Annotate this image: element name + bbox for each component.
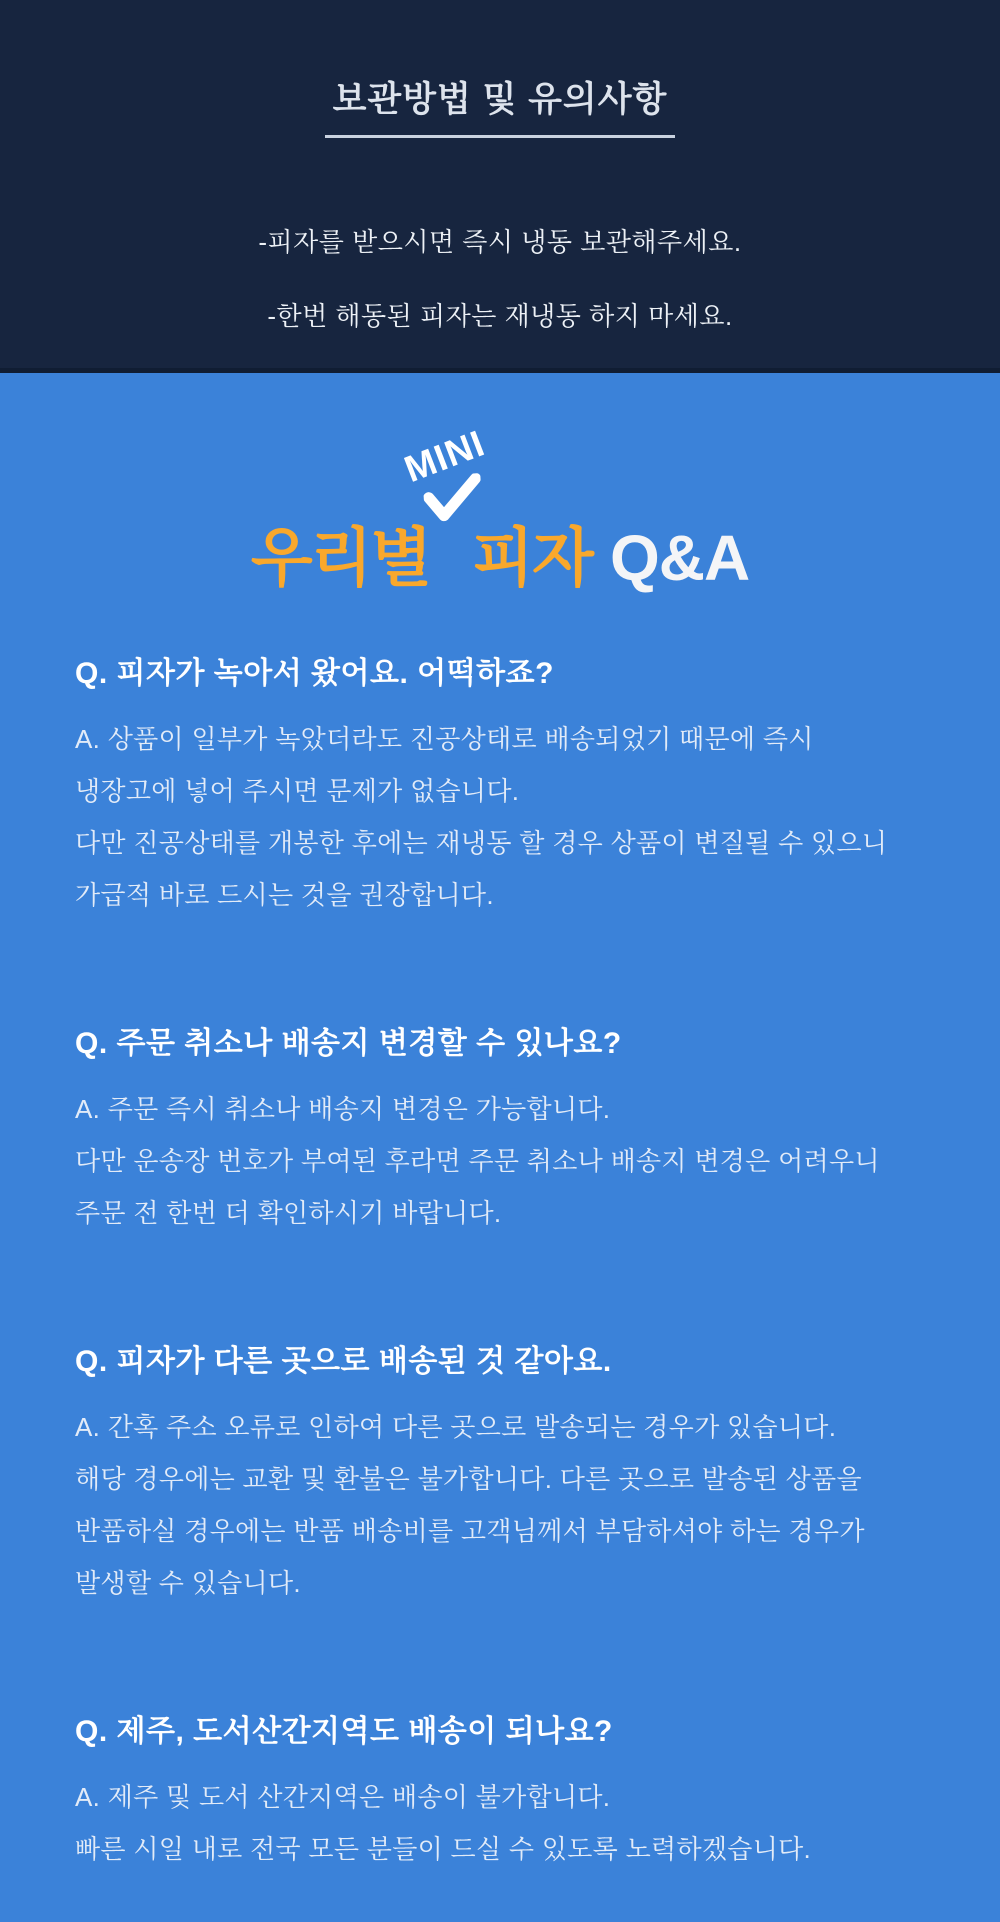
qa-answer-line: 발생할 수 있습니다. [75,1568,301,1598]
brand-logo-text [0,507,1000,599]
qa-item [75,1713,925,1875]
qa-section [0,373,1000,1922]
qa-answer-line: 다만 운송장 번호가 부여된 후라면 주문 취소나 배송지 변경은 어려우니 [75,1146,880,1176]
qa-list [0,655,1000,1875]
qa-answer-line: A. 주문 즉시 취소나 배송지 변경은 가능합니다. [75,1094,611,1124]
qa-answer-line: 빠른 시일 내로 전국 모든 분들이 드실 수 있도록 노력하겠습니다. [75,1834,812,1864]
qa-answer-line: 반품하실 경우에는 반품 배송비를 고객님께서 부담하셔야 하는 경우가 [75,1516,865,1546]
qa-answer-line: 해당 경우에는 교환 및 환불은 불가합니다. 다른 곳으로 발송된 상품을 [75,1464,862,1494]
qa-answer-line: 냉장고에 넣어 주시면 문제가 없습니다. [75,776,520,806]
qa-label: Q&A [609,522,750,594]
storage-notice-line: -피자를 받으시면 즉시 냉동 보관해주세요. [258,227,742,257]
qa-question: Q. 피자가 녹아서 왔어요. 어떡하죠? [75,657,554,690]
qa-answer-line: 다만 진공상태를 개봉한 후에는 재냉동 할 경우 상품이 변질될 수 있으니 [75,828,888,858]
qa-question: Q. 주문 취소나 배송지 변경할 수 있나요? [75,1027,622,1060]
brand-name: 우리별 [250,522,431,594]
qa-answer [75,713,925,921]
qa-question: Q. 제주, 도서산간지역도 배송이 되나요? [75,1715,613,1748]
qa-item [75,1343,925,1609]
qa-answer [75,1083,925,1239]
qa-question: Q. 피자가 다른 곳으로 배송된 것 같아요. [75,1345,612,1378]
product-name: 피자 [472,522,592,594]
qa-answer-line: 가급적 바로 드시는 것을 권장합니다. [75,880,494,910]
qa-answer [75,1401,925,1609]
storage-notice-section [0,0,1000,373]
storage-notice-lines [0,222,1000,333]
qa-answer-line: 주문 전 한번 더 확인하시기 바랍니다. [75,1198,502,1228]
mini-label: MINI [398,422,491,491]
qa-item [75,1025,925,1239]
storage-notice-title: 보관방법 및 유의사항 [325,72,676,138]
qa-answer-line: A. 상품이 일부가 녹았더라도 진공상태로 배송되었기 때문에 즉시 [75,724,814,754]
qa-answer-line: A. 간혹 주소 오류로 인하여 다른 곳으로 발송되는 경우가 있습니다. [75,1412,837,1442]
qa-answer-line: A. 제주 및 도서 산간지역은 배송이 불가합니다. [75,1782,611,1812]
qa-item [75,655,925,921]
storage-notice-line: -한번 해동된 피자는 재냉동 하지 마세요. [267,301,733,331]
qa-answer [75,1771,925,1875]
brand-logo [0,373,1000,655]
